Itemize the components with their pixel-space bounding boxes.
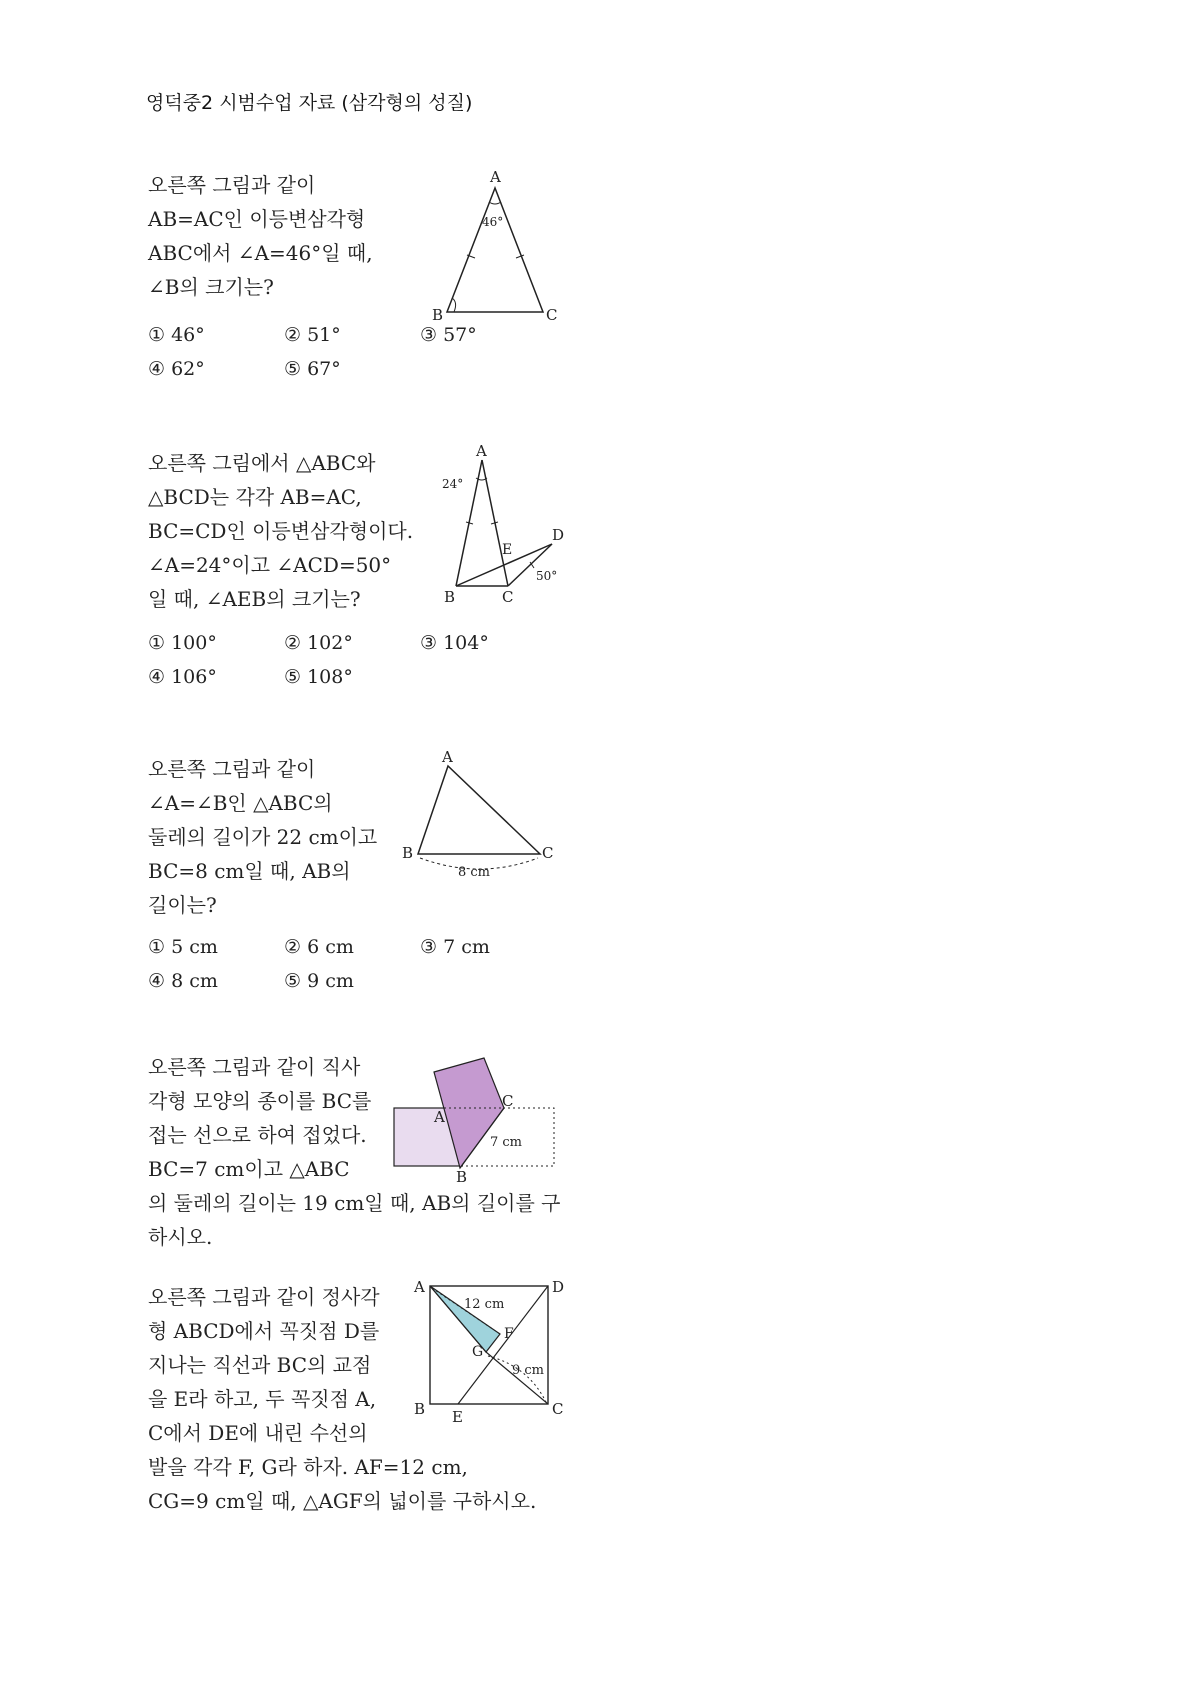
q4-line-5: 의 둘레의 길이는 19 cm일 때, AB의 길이를 구 [148,1191,561,1215]
q3-choice-1[interactable]: ① 5 cm [148,936,218,958]
q5-label-a: A [414,1278,425,1296]
q5-label-g: G [472,1344,484,1360]
q5-line-5: C에서 DE에 내린 수선의 [148,1421,368,1445]
q2-choice-4[interactable]: ④ 106° [148,666,217,688]
q1-label-b: B [432,306,444,324]
q1-line-3: ABC에서 ∠A=46°일 때, [148,241,373,265]
q3-choice-4[interactable]: ④ 8 cm [148,970,218,992]
question-2 [148,446,413,616]
q1-choice-4[interactable]: ④ 62° [148,358,205,380]
q1-angle-a-arc [489,202,501,204]
q1-tick-ac [516,255,524,258]
q5-line-7: CG=9 cm일 때, △AGF의 넓이를 구하시오. [148,1489,537,1513]
q3-choice-2[interactable]: ② 6 cm [284,936,354,958]
q1-angle-label: 46° [482,215,504,229]
q5-label-f: F [504,1326,514,1342]
q1-angle-b-arc [452,298,456,312]
q1-line-2: AB=AC인 이등변삼각형 [148,207,366,231]
q5-line-cg [486,1352,548,1404]
q2-line-5: 일 때, ∠AEB의 크기는? [148,587,361,611]
q3-line-5: 길이는? [148,893,217,917]
q1-choice-3[interactable]: ③ 57° [420,324,477,346]
q3-line-4: BC=8 cm일 때, AB의 [148,859,351,883]
q5-figure [408,1276,578,1436]
q2-choice-1[interactable]: ① 100° [148,632,217,654]
q5-line-4: 을 E라 하고, 두 꼭짓점 A, [148,1387,377,1411]
q5-line-1: 오른쪽 그림과 같이 정사각 [148,1285,380,1309]
q5-label-c: C [552,1400,564,1418]
q4-line-2: 각형 모양의 종이를 BC를 [148,1089,372,1113]
q5-line-6: 발을 각각 F, G라 하자. AF=12 cm, [148,1455,468,1479]
q1-choice-1[interactable]: ① 46° [148,324,205,346]
q5-cg-label: 9 cm [512,1363,545,1378]
q1-triangle [447,188,543,312]
q1-choice-5[interactable]: ⑤ 67° [284,358,341,380]
q3-line-2: ∠A=∠B인 △ABC의 [148,791,333,815]
q1-line-1: 오른쪽 그림과 같이 [148,173,316,197]
q4-label-a: A [434,1108,445,1126]
q2-figure [440,442,580,608]
q2-choice-3[interactable]: ③ 104° [420,632,489,654]
q2-label-e: E [502,542,513,558]
question-1 [148,168,373,304]
q3-choice-5[interactable]: ⑤ 9 cm [284,970,354,992]
q2-choice-5[interactable]: ⑤ 108° [284,666,353,688]
page-title: 영덕중2 시범수업 자료 (삼각형의 성질) [146,92,473,114]
q3-label-b: B [402,844,414,862]
q4-figure [388,1050,568,1186]
q2-label-d: D [552,526,565,544]
q5-triangle-agf [430,1286,500,1352]
q3-line-1: 오른쪽 그림과 같이 [148,757,316,781]
q3-label-a: A [442,748,453,766]
q1-label-a: A [490,168,501,186]
q3-choice-3[interactable]: ③ 7 cm [420,936,490,958]
q5-line-2: 형 ABCD에서 꼭짓점 D를 [148,1319,380,1343]
q1-figure [420,168,570,324]
q2-label-c: C [502,588,514,606]
q4-length-label: 7 cm [490,1135,523,1150]
q4-line-4: BC=7 cm이고 △ABC [148,1157,350,1181]
q3-figure [400,748,570,882]
q3-label-c: C [542,844,554,862]
q4-line-3: 접는 선으로 하여 접었다. [148,1123,367,1147]
q2-angle-a-label: 24° [442,477,464,491]
q1-line-4: ∠B의 크기는? [148,275,274,299]
q5-label-d: D [552,1278,565,1296]
question-3 [148,752,377,922]
q4-label-c: C [502,1092,514,1110]
q2-line-1: 오른쪽 그림에서 △ABC와 [148,451,376,475]
q5-label-e: E [452,1408,463,1426]
q5-af-label: 12 cm [464,1297,505,1312]
q4-line-1: 오른쪽 그림과 같이 직사 [148,1055,361,1079]
q2-line-2: △BCD는 각각 AB=AC, [148,485,362,509]
q4-line-6: 하시오. [148,1225,213,1249]
q3-length-label: 8 cm [458,865,491,880]
q2-angle-c-label: 50° [536,569,558,583]
q5-label-b: B [414,1400,426,1418]
q1-choice-2[interactable]: ② 51° [284,324,341,346]
q4-label-b: B [456,1168,468,1186]
q2-label-a: A [476,442,487,460]
q1-label-c: C [546,306,558,324]
q2-line-3: BC=CD인 이등변삼각형이다. [148,519,414,543]
q3-line-3: 둘레의 길이가 22 cm이고 [148,825,378,849]
q2-line-4: ∠A=24°이고 ∠ACD=50° [148,553,392,577]
q2-label-b: B [444,588,456,606]
q2-choice-2[interactable]: ② 102° [284,632,353,654]
q3-triangle [418,766,540,854]
q5-line-3: 지나는 직선과 BC의 교점 [148,1353,372,1377]
